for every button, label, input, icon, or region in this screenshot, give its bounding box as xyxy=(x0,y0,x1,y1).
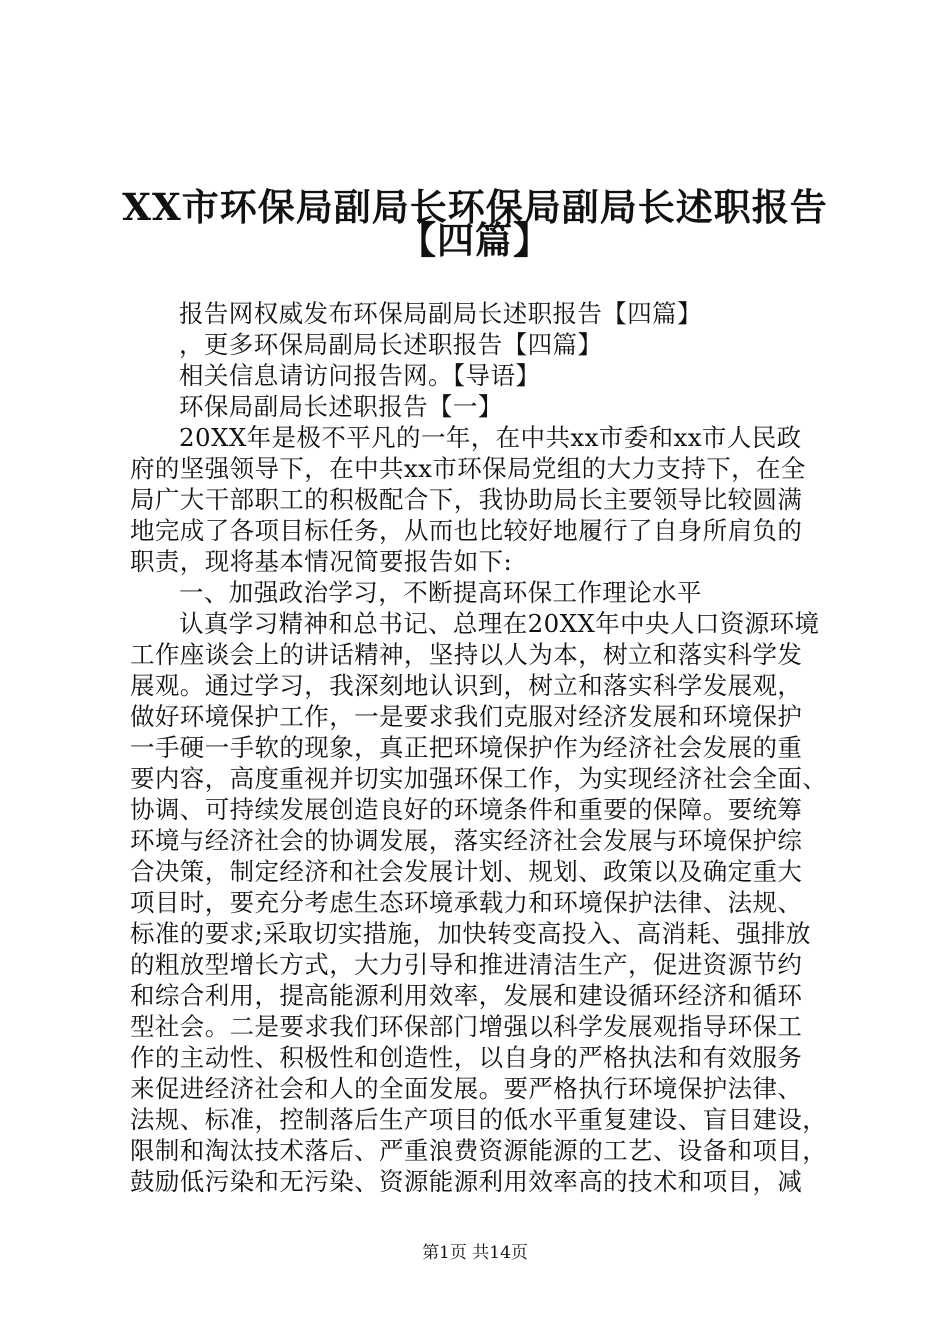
body-line-intro-1: 报告网权威发布环保局副局长述职报告【四篇】 xyxy=(179,299,702,328)
body-line: 的粗放型增长方式，大力引导和推进清洁生产，促进资源节约 xyxy=(130,950,803,979)
body-line: 项目时，要充分考虑生态环境承载力和环境保护法律、法规、 xyxy=(130,888,803,917)
body-line: 来促进经济社会和人的全面发展。要严格执行环境保护法律、 xyxy=(130,1074,803,1103)
body-line: 限制和淘汰技术落后、严重浪费资源能源的工艺、设备和项目， xyxy=(130,1136,828,1165)
document-title-line-2: 【四篇】 xyxy=(399,218,551,262)
body-line: 作的主动性、积极性和创造性，以自身的严格执法和有效服务 xyxy=(130,1043,803,1072)
body-line: 要内容，高度重视并切实加强环保工作，为实现经济社会全面、 xyxy=(130,764,828,793)
body-line: 展观。通过学习，我深刻地认识到，树立和落实科学发展观， xyxy=(130,671,803,700)
subsection-heading-1: 一、加强政治学习，不断提高环保工作理论水平 xyxy=(179,578,702,607)
body-line: 鼓励低污染和无污染、资源能源利用效率高的技术和项目，减 xyxy=(130,1167,803,1196)
body-line: 环境与经济社会的协调发展，落实经济社会发展与环境保护综 xyxy=(130,826,803,855)
body-line: 工作座谈会上的讲话精神，坚持以人为本，树立和落实科学发 xyxy=(130,640,803,669)
body-line: 法规、标准，控制落后生产项目的低水平重复建设、盲目建设， xyxy=(130,1105,828,1134)
body-line: 地完成了各项目标任务，从而也比较好地履行了自身所肩负的 xyxy=(130,516,803,545)
body-line: 协调、可持续发展创造良好的环境条件和重要的保障。要统筹 xyxy=(130,795,803,824)
document-body xyxy=(130,298,830,1197)
body-line: 和综合利用，提高能源利用效率，发展和建设循环经济和循环 xyxy=(130,981,803,1010)
document-title-line-1: XX市环保局副局长环保局副局长述职报告 xyxy=(122,185,828,229)
body-line: 标准的要求;采取切实措施，加快转变高投入、高消耗、强排放 xyxy=(130,919,811,948)
body-line: 一手硬一手软的现象，真正把环境保护作为经济社会发展的重 xyxy=(130,733,803,762)
body-line-intro-3: 相关信息请访问报告网。【导语】 xyxy=(179,361,541,390)
page-number-footer: 第1页 共14页 xyxy=(422,1243,528,1263)
body-line: 合决策，制定经济和社会发展计划、规划、政策以及确定重大 xyxy=(130,857,803,886)
body-line: 职责，现将基本情况简要报告如下: xyxy=(130,547,513,576)
body-line: 局广大干部职工的积极配合下，我协助局长主要领导比较圆满 xyxy=(130,485,803,514)
body-line: 府的坚强领导下，在中共xx市环保局党组的大力支持下，在全 xyxy=(130,454,806,483)
section-heading-1: 环保局副局长述职报告【一】 xyxy=(179,392,503,421)
body-line: 型社会。二是要求我们环保部门增强以科学发展观指导环保工 xyxy=(130,1012,803,1041)
body-line: 20XX年是极不平凡的一年，在中共xx市委和xx市人民政 xyxy=(179,423,802,452)
body-line-intro-2: ，更多环保局副局长述职报告【四篇】 xyxy=(179,330,603,359)
body-line: 认真学习精神和总书记、总理在20XX年中央人口资源环境 xyxy=(179,609,820,638)
body-line: 做好环境保护工作，一是要求我们克服对经济发展和环境保护 xyxy=(130,702,803,731)
